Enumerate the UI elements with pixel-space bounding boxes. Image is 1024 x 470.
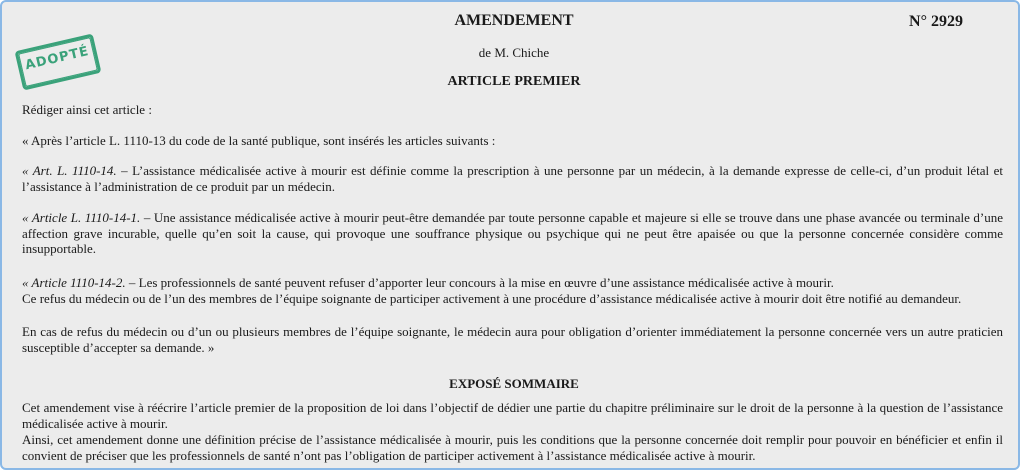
amendment-number: N° 2929 (909, 13, 963, 30)
refusal-notification-paragraph: Ce refus du médecin ou de l’un des membres de l’équipe soignante de participer activement à une procédure d’assistance médicalisée active à mourir doit être notifié au demandeur. (22, 291, 962, 306)
article-reference: « Article L. 1110-14-1. (22, 210, 141, 225)
document-title: AMENDEMENT (454, 12, 574, 29)
article-reference: « Article 1110-14-2. (22, 275, 126, 290)
article-text: – Les professionnels de santé peuvent refuser d’apporter leur concours à la mise en œuvre d’une assistance médicalisée active à mourir. (125, 275, 834, 290)
article-heading: ARTICLE PREMIER (447, 74, 581, 89)
lead-paragraph: « Après l’article L. 1110-13 du code de la santé publique, sont insérés les articles suivants : (22, 133, 496, 148)
article-l1110-14-paragraph (22, 163, 1003, 194)
article-text: – Une assistance médicalisée active à mourir peut-être demandée par toute personne capable et majeure si elle se trouve dans une phase avancée ou terminale d’une affection grave incurable, quelle qu’en soit la cause, qui provoque une souffrance physique ou psychique qui ne peut être apaisée ou que la personne concernée considère comme insupportable. (22, 210, 1003, 256)
stamp-label: ADOPTÉ (23, 43, 91, 74)
intro-paragraph: Rédiger ainsi cet article : (22, 102, 152, 117)
article-text: – L’assistance médicalisée active à mourir est définie comme la prescription à une personne par un médecin, à la demande expresse de celle-ci, d’un produit létal et l’assistance à l’administration de ce produit par un médecin. (22, 163, 1003, 194)
article-1110-14-2-paragraph (22, 275, 834, 291)
expose-paragraph-2: Ainsi, cet amendement donne une définition précise de l’assistance médicalisée à mourir, puis les conditions que la personne concernée doit remplir pour pouvoir en bénéficier et enfin il convient de préciser que les professionnels de santé n’ont pas l’obligation de participer activement à l’assistance médicalisée active à mourir. (22, 432, 1003, 463)
author-line: de M. Chiche (478, 45, 550, 60)
article-l1110-14-1-paragraph (22, 210, 1003, 257)
expose-paragraph-1: Cet amendement vise à réécrire l’article premier de la proposition de loi dans l’objectif de dédier une partie du chapitre préliminaire sur le droit de la personne à la question de l’assistance médicalisée active à mourir. (22, 400, 1003, 431)
article-reference: « Art. L. 1110-14. (22, 163, 117, 178)
expose-heading: EXPOSÉ SOMMAIRE (449, 376, 579, 391)
refusal-referral-paragraph: En cas de refus du médecin ou d’un ou plusieurs membres de l’équipe soignante, le médecin aura pour obligation d’orienter immédiatement la personne concernée vers un autre praticien susceptible d’accepter sa demande. » (22, 324, 1003, 355)
